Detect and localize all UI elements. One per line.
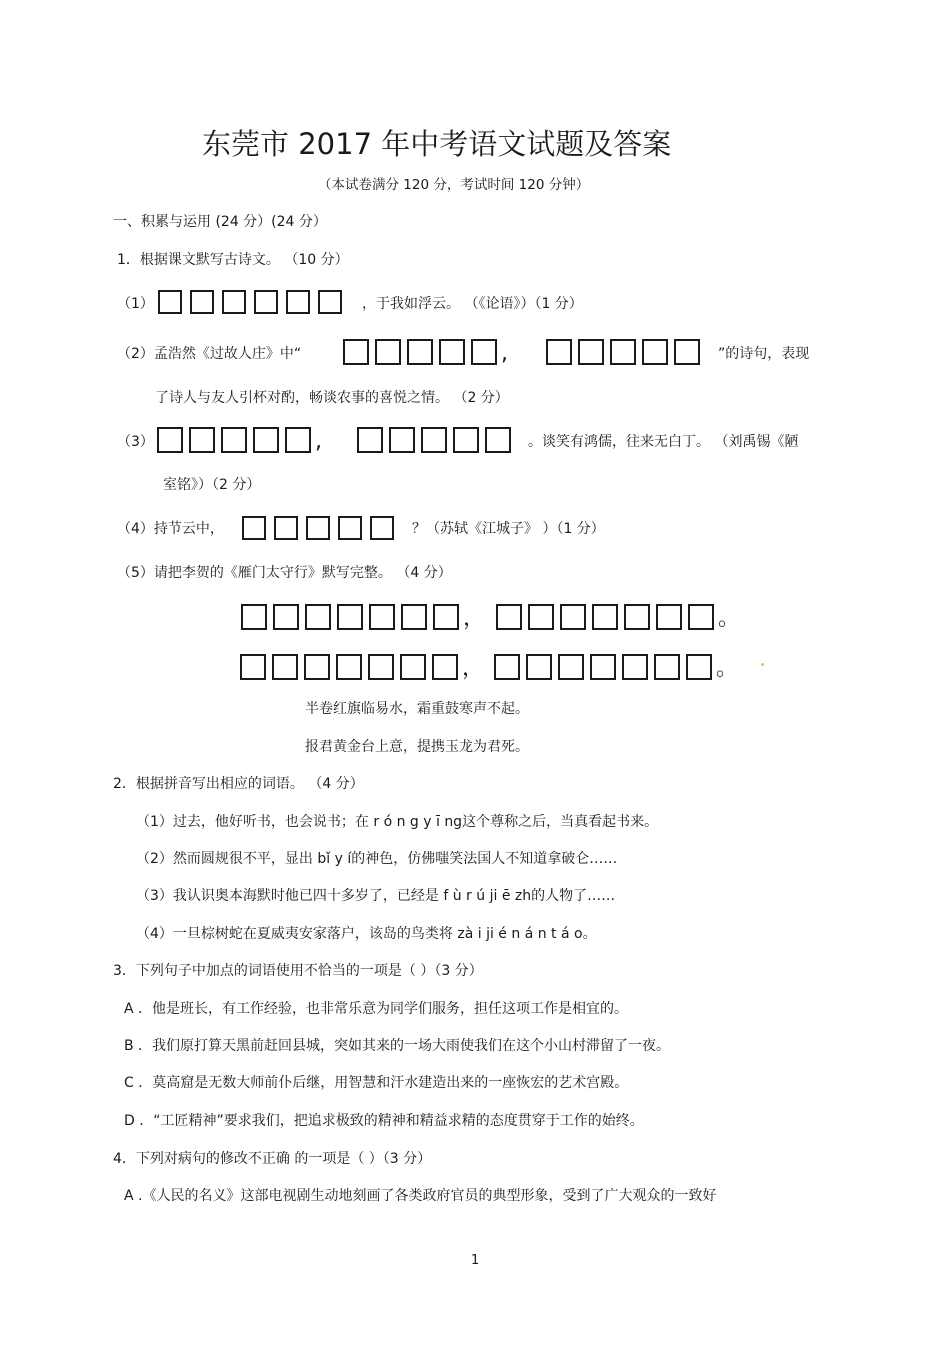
answer-box[interactable] [305,604,331,630]
answer-box[interactable] [304,654,330,680]
answer-box[interactable] [528,604,554,630]
answer-box[interactable] [221,427,247,453]
answer-boxes-q1-2a[interactable] [343,339,514,365]
q3-option-d[interactable]: D ．“工匠精神”要求我们，把追求极致的精神和精益求精的态度贯穿于工作的始终。 [124,1113,644,1129]
answer-box[interactable] [285,427,311,453]
q3-option-c[interactable]: C ．莫高窟是无数大师前仆后继，用智慧和汗水建造出来的一座恢宏的艺术宫殿。 [124,1075,629,1091]
answer-box[interactable] [654,654,680,680]
answer-box[interactable] [578,339,604,365]
q3-option-a[interactable]: A ．他是班长，有工作经验，也非常乐意为同学们服务，担任这项工作是相宜的。 [124,1001,629,1017]
answer-box[interactable] [343,339,369,365]
q1-item-3-number: （3） [117,434,154,450]
answer-box[interactable] [242,516,266,540]
q2-item: （1）过去，他好听书，也会说书；在 r ó n g y ī ng这个尊称之后，当真看起书来。 [136,814,659,830]
answer-box[interactable] [190,290,214,314]
answer-box[interactable] [610,339,636,365]
answer-boxes-q1-1[interactable] [158,290,350,314]
page-number: 1 [471,1253,480,1268]
answer-box[interactable] [338,516,362,540]
q2-item: （2）然而圆规很不平，显出 bǐ y í的神色，仿佛嗤笑法国人不知道拿破仑…… [136,851,618,867]
answer-box[interactable] [485,427,511,453]
q2-item: （4）一旦棕树蛇在夏威夷安家落户，该岛的鸟类将 zà i ji é n á n t á o。 [136,926,597,942]
answer-box[interactable] [624,604,650,630]
poem-row-1-b[interactable] [496,604,746,630]
speck [761,663,764,666]
answer-box[interactable] [432,654,458,680]
answer-box[interactable] [592,604,618,630]
answer-box[interactable] [222,290,246,314]
poem-row-2-a[interactable] [240,654,490,680]
q1-item-5-text: （5）请把李贺的《雁门太守行》默写完整。 （4 分） [117,565,452,581]
q1-item-2-text: （2）孟浩然《过故人庄》中“ [117,346,302,362]
answer-box[interactable] [642,339,668,365]
section-heading: 一、积累与运用 (24 分）(24 分） [113,214,327,230]
answer-box[interactable] [688,604,714,630]
q1-item-2-after: ”的诗句，表现 [718,346,810,362]
answer-box[interactable] [453,427,479,453]
comma: , [315,429,322,454]
answer-box[interactable] [558,654,584,680]
poem-row-1-a[interactable] [241,604,491,630]
comma: , [501,341,508,366]
q4-option-a[interactable]: A .《人民的名义》这部电视剧生动地刻画了各类政府官员的典型形象，受到了广大观众的一致好 [124,1188,717,1204]
answer-box[interactable] [369,604,395,630]
answer-box[interactable] [471,339,497,365]
answer-boxes-q1-2b[interactable] [546,339,706,365]
answer-box[interactable] [368,654,394,680]
question-1-heading: 1．根据课文默写古诗文。 （10 分） [117,252,349,268]
period: 。 [718,606,741,631]
exam-title: 东莞市 2017 年中考语文试题及答案 [202,127,672,161]
answer-box[interactable] [157,427,183,453]
answer-box[interactable] [241,604,267,630]
answer-boxes-q1-3b[interactable] [357,427,517,453]
q1-item-3-line2: 室铭》）（2 分） [163,477,261,493]
answer-box[interactable] [686,654,712,680]
answer-box[interactable] [370,516,394,540]
answer-box[interactable] [439,339,465,365]
q1-item-1-text: ，于我如浮云。 （《论语》）（1 分） [362,296,583,312]
answer-box[interactable] [560,604,586,630]
answer-box[interactable] [526,654,552,680]
answer-box[interactable] [272,654,298,680]
answer-box[interactable] [254,290,278,314]
question-3-heading: 3．下列句子中加点的词语使用不恰当的一项是（ ）（3 分） [113,963,483,979]
answer-box[interactable] [273,604,299,630]
comma: ， [462,656,485,681]
answer-box[interactable] [622,654,648,680]
q1-item-3-after: 。谈笑有鸿儒，往来无白丁。 （刘禹锡《陋 [528,434,799,450]
question-4-heading: 4．下列对病句的修改不正确 的一项是（ ）（3 分） [113,1151,432,1167]
answer-box[interactable] [357,427,383,453]
answer-box[interactable] [158,290,182,314]
answer-boxes-q1-3a[interactable] [157,427,328,453]
answer-box[interactable] [400,654,426,680]
answer-box[interactable] [306,516,330,540]
exam-subtitle: （本试卷满分 120 分，考试时间 120 分钟） [318,177,590,193]
q2-item: （3）我认识奥本海默时他已四十多岁了，已经是 f ù r ú ji ē zh的人物了…… [136,888,616,904]
answer-box[interactable] [286,290,310,314]
answer-box[interactable] [389,427,415,453]
answer-box[interactable] [401,604,427,630]
answer-box[interactable] [189,427,215,453]
answer-box[interactable] [318,290,342,314]
answer-box[interactable] [274,516,298,540]
poem-given-line-2: 报君黄金台上意，提携玉龙为君死。 [305,739,529,755]
q1-item-4-after: ？（苏轼《江城子》 ）（1 分） [412,521,605,537]
answer-box[interactable] [375,339,401,365]
answer-box[interactable] [496,604,522,630]
period: 。 [716,656,739,681]
q1-item-1-number: （1） [117,296,154,312]
answer-box[interactable] [546,339,572,365]
answer-box[interactable] [674,339,700,365]
answer-box[interactable] [656,604,682,630]
answer-box[interactable] [336,654,362,680]
q3-option-b[interactable]: B ．我们原打算天黑前赶回县城，突如其来的一场大雨使我们在这个小山村滞留了一夜。 [124,1038,671,1054]
answer-box[interactable] [433,604,459,630]
question-2-heading: 2．根据拼音写出相应的词语。 （4 分） [113,776,364,792]
answer-box[interactable] [421,427,447,453]
answer-box[interactable] [494,654,520,680]
poem-given-line-1: 半卷红旗临易水，霜重鼓寒声不起。 [305,701,529,717]
poem-row-2-b[interactable] [494,654,744,680]
answer-boxes-q1-4[interactable] [242,516,402,540]
answer-box[interactable] [407,339,433,365]
answer-box[interactable] [240,654,266,680]
answer-box[interactable] [253,427,279,453]
q1-item-4-text: （4）持节云中， [117,521,224,537]
q1-item-2-line2: 了诗人与友人引杯对酌，畅谈农事的喜悦之情。 （2 分） [155,390,509,406]
answer-box[interactable] [337,604,363,630]
comma: ， [463,606,486,631]
answer-box[interactable] [590,654,616,680]
